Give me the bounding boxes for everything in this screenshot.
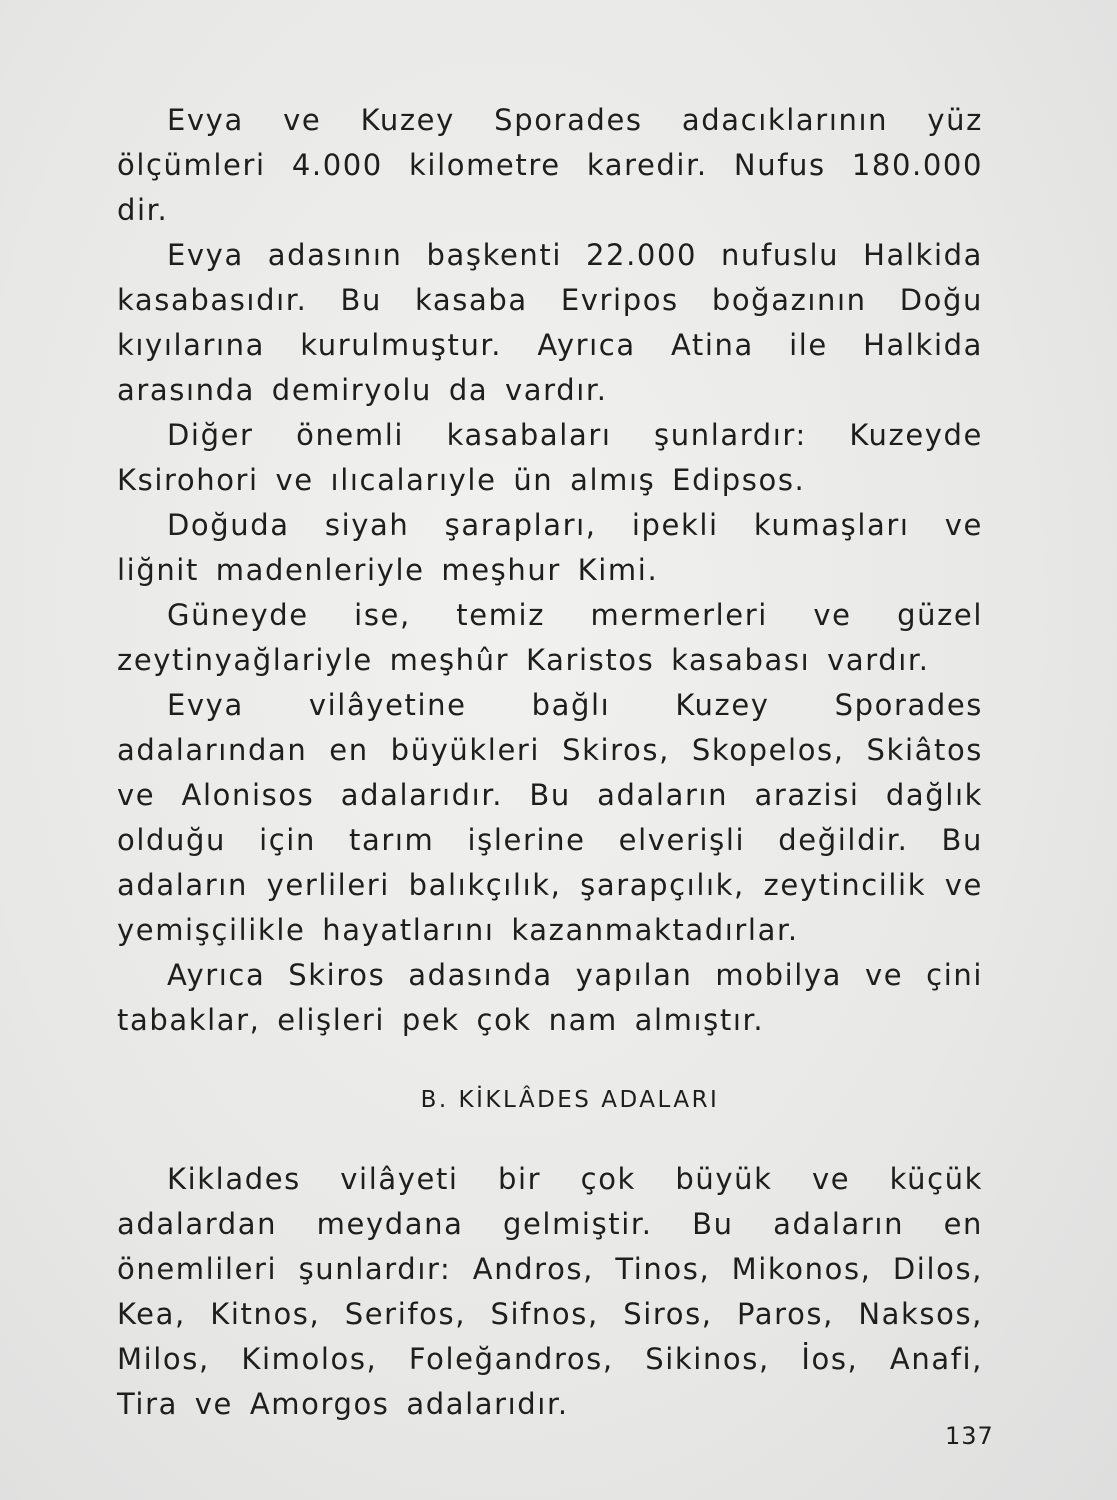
paragraph-north-sporades: Evya vilâyetine bağlı Kuzey Sporades adalarından en büyükleri Skiros, Skopelos, Skiâtos ve Alonisos adalarıdır. Bu adaların arazisi dağlık olduğu için tarım işlerine elverişli değildir. Bu adaların yerlileri balıkçılık, şarapçılık, zeytincilik ve yemişçilikle hayatlarını kazanmaktadırlar. (117, 688, 983, 947)
paragraph-karistos: Güneyde ise, temiz mermerleri ve güzel zeytinyağlariyle meşhûr Karistos kasabası vardır. (117, 598, 983, 677)
page-body (117, 98, 983, 1427)
paragraph-skiros-crafts: Ayrıca Skiros adasında yapılan mobilya ve çini tabaklar, elişleri pek çok nam almıştır. (117, 958, 983, 1037)
paragraph-kiklades: Kiklades vilâyeti bir çok büyük ve küçük adalardan meydana gelmiştir. Bu adaların en önemlileri şunlardır: Andros, Tinos, Mikonos, Dilos, Kea, Kitnos, Serifos, Sifnos, Siros, Paros, Naksos, Milos, Kimolos, Foleğandros, Sikinos, İos, Anafi, Tira ve Amorgos adalarıdır. (117, 1162, 983, 1421)
paragraph-halkida: Evya adasının başkenti 22.000 nufuslu Halkida kasabasıdır. Bu kasaba Evripos boğazının Doğu kıyılarına kurulmuştur. Ayrıca Atina ile Halkida arasında demiryolu da vardır. (117, 238, 983, 407)
paragraph-area-population: Evya ve Kuzey Sporades adacıklarının yüz ölçümleri 4.000 kilometre karedir. Nufus 180.000 dir. (117, 103, 983, 227)
paragraph-kimi: Doğuda siyah şarapları, ipekli kumaşları ve liğnit madenleriyle meşhur Kimi. (117, 508, 983, 587)
paragraph-other-towns: Diğer önemli kasabaları şunlardır: Kuzeyde Ksirohori ve ılıcalarıyle ün almış Edipsos. (117, 418, 983, 497)
page-number: 137 (945, 1422, 994, 1450)
section-title: B. KİKLÂDES ADALARI (420, 1087, 720, 1113)
